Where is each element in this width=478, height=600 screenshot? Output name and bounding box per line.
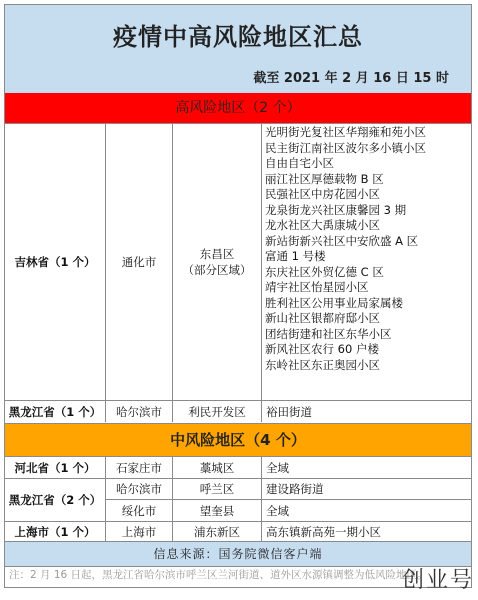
district-cell: 利民开发区 xyxy=(188,404,246,419)
grid-line xyxy=(5,400,471,401)
grid-line xyxy=(105,124,106,422)
district-cell: 浦东新区 xyxy=(194,524,240,539)
list-item: 靖宇社区怡星园小区 xyxy=(265,280,369,294)
district-cell: 藁城区 xyxy=(199,460,235,475)
risk-summary-sheet xyxy=(4,4,472,588)
list-item: 东岭社区东正奥园小区 xyxy=(265,357,380,372)
city-cell: 上海市 xyxy=(121,524,157,539)
list-item: 丽江社区厚德载物 B 区 xyxy=(265,171,384,186)
district-cell: 呼兰区 xyxy=(199,482,235,496)
city-cell: 绥化市 xyxy=(121,503,157,518)
title-block xyxy=(5,5,471,94)
list-item: 团结街建和社区东华小区 xyxy=(265,326,392,341)
district-note: （部分区域） xyxy=(182,263,252,277)
list-item: 民强社区中房花园小区 xyxy=(265,187,380,201)
grid-line xyxy=(105,499,471,500)
list-item: 胜利社区公用事业局家属楼 xyxy=(265,295,403,310)
area-cell: 高东镇新高苑一期小区 xyxy=(266,524,381,539)
grid-line xyxy=(172,124,173,422)
city-cell: 石家庄市 xyxy=(116,460,162,475)
high-risk-header: 高风险地区（2 个） xyxy=(5,93,471,124)
district-name: 东昌区 xyxy=(199,247,235,261)
page-title: 疫情中高风险地区汇总 xyxy=(113,23,363,51)
list-item: 富通 1 号楼 xyxy=(265,249,326,263)
area-cell: 全域 xyxy=(266,460,289,475)
province-cell: 黑龙江省（1 个） xyxy=(8,404,102,419)
area-cell: 建设路街道 xyxy=(266,482,324,496)
list-item: 新山社区银都府邸小区 xyxy=(265,311,380,325)
province-cell: 河北省（1 个） xyxy=(14,460,96,475)
list-item: 民主街江南社区波尔多小镇小区 xyxy=(265,140,426,155)
community-list xyxy=(263,125,469,373)
city-cell: 哈尔滨市 xyxy=(116,482,162,496)
city-cell: 通化市 xyxy=(121,255,157,269)
grid-line xyxy=(261,124,262,422)
province-cell: 吉林省（1 个） xyxy=(14,255,96,269)
district-cell xyxy=(173,124,261,400)
list-item: 新风社区农行 60 户楼 xyxy=(265,342,379,356)
source-line: 信息来源：国务院微信客户端 xyxy=(5,541,471,567)
grid-line xyxy=(5,478,471,479)
grid-line xyxy=(5,521,471,522)
list-item: 龙泉街龙兴社区康馨园 3 期 xyxy=(265,202,407,217)
city-cell: 哈尔滨市 xyxy=(116,404,162,419)
province-cell: 黑龙江省（2 个） xyxy=(8,493,102,507)
mid-risk-header: 中风险地区（4 个） xyxy=(5,423,471,457)
area-cell: 裕田街道 xyxy=(266,404,312,419)
footnote: 注：2 月 16 日起，黑龙江省哈尔滨市呼兰区兰河街道、道外区水源镇调整为低风险地区。 xyxy=(9,569,428,581)
list-item: 龙水社区大禹康城小区 xyxy=(265,218,380,232)
district-cell: 望奎县 xyxy=(199,503,235,518)
area-cell: 全域 xyxy=(266,503,289,518)
list-item: 自由自宅小区 xyxy=(265,156,334,170)
list-item: 新站街新兴社区中安欣盛 A 区 xyxy=(265,233,419,248)
cutoff-time: 截至 2021 年 2 月 16 日 15 时 xyxy=(253,71,449,86)
watermark: 创业号 xyxy=(401,568,474,593)
list-item: 光明街光复社区华翔雍和苑小区 xyxy=(265,125,426,139)
list-item: 东庆社区外贸亿德 C 区 xyxy=(265,264,384,279)
province-cell: 上海市（1 个） xyxy=(14,524,96,539)
